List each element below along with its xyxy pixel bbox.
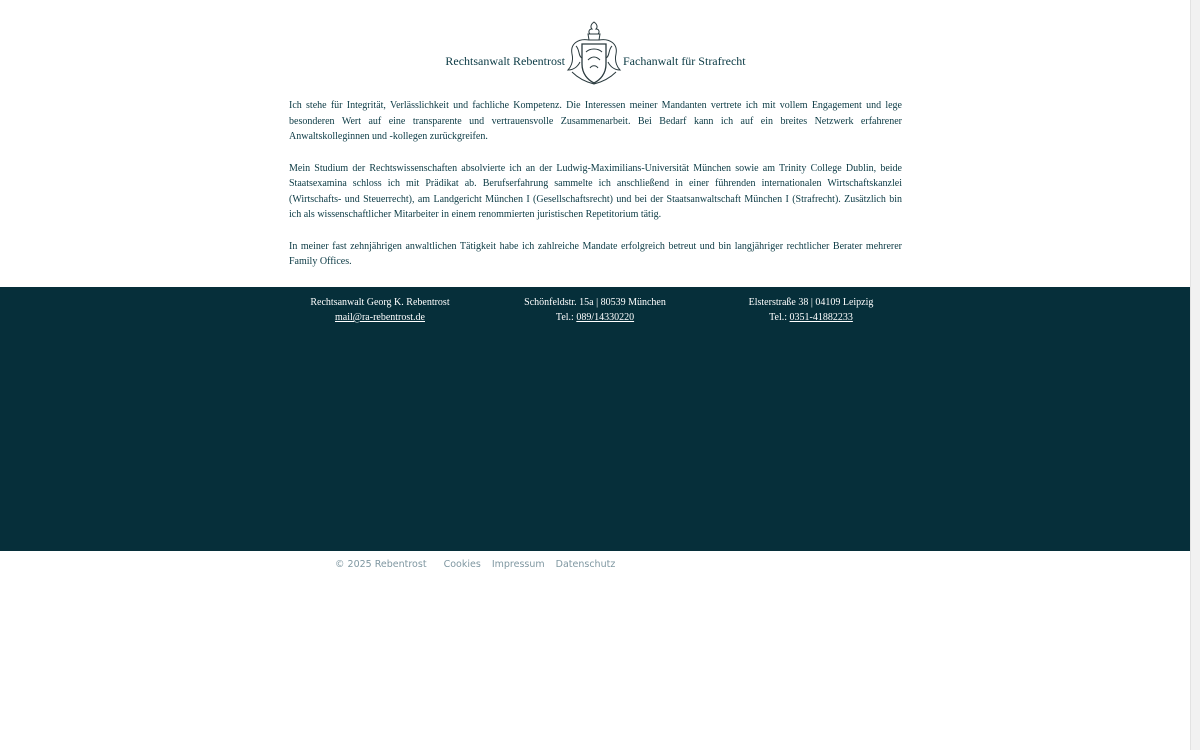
munich-tel-label: Tel.: bbox=[555, 312, 577, 323]
footer-office-leipzig bbox=[696, 295, 926, 325]
site-header bbox=[0, 18, 1190, 90]
leipzig-address: Elsterstraße 38 | 04109 Leipzig bbox=[748, 297, 874, 308]
legal-bar bbox=[335, 559, 623, 570]
cookies-link[interactable]: Cookies bbox=[443, 559, 481, 570]
impressum-link[interactable]: Impressum bbox=[491, 559, 545, 570]
copyright: © 2025 Rebentrost bbox=[335, 559, 427, 570]
site-subtitle: Fachanwalt für Strafrecht bbox=[623, 54, 746, 68]
leipzig-tel-label: Tel.: bbox=[769, 312, 790, 323]
vertical-scrollbar[interactable] bbox=[1190, 0, 1200, 750]
main-content bbox=[289, 98, 902, 286]
footer bbox=[0, 287, 1190, 551]
leipzig-phone-link[interactable]: 0351-41882233 bbox=[789, 312, 853, 323]
footer-contact bbox=[265, 295, 495, 325]
paragraph-experience: In meiner fast zehnjährigen anwaltlichen Tätigkeit habe ich zahlreiche Mandate erfolgreich betreut und bin langjähriger rechtlicher Berater mehrerer Family Offices. bbox=[289, 240, 902, 267]
munich-address: Schönfeldstr. 15a | 80539 München bbox=[524, 297, 666, 308]
email-link[interactable]: mail@ra-rebentrost.de bbox=[334, 312, 425, 323]
footer-office-munich bbox=[480, 295, 710, 325]
paragraph-intro: Ich stehe für Integrität, Verlässlichkeit und fachliche Kompetenz. Die Interessen meiner Mandanten vertrete ich mit vollem Engagement und lege besonderen Wert auf eine transparente und vertrauensvolle Zusammenarbeit. Bei Bedarf kann ich auf ein breites Netzwerk erfahrener Anwaltskolleginnen und -kollegen zurückgreifen. bbox=[289, 100, 902, 142]
paragraph-education: Mein Studium der Rechtswissenschaften absolvierte ich an der Ludwig-Maximilians-Universität München sowie am Trinity College Dublin, beide Staatsexamina schloss ich mit Prädikat ab. Berufserfahrung sammelte ich anschließend in einer führenden internationalen Wirtschaftskanzlei (Wirtschafts- und Steuerrecht), am Landgericht München I (Gesellschaftsrecht) und bei der Staatsanwaltschaft München I (Strafrecht). Zusätzlich bin ich als wissenschaftlicher Mitarbeiter in einem renommierten juristischen Repetitorium tätig. bbox=[289, 162, 902, 220]
footer-lawyer-name: Rechtsanwalt Georg K. Rebentrost bbox=[310, 297, 450, 308]
site-title[interactable]: Rechtsanwalt Rebentrost bbox=[445, 54, 565, 68]
munich-phone-link[interactable]: 089/14330220 bbox=[576, 312, 635, 323]
datenschutz-link[interactable]: Datenschutz bbox=[555, 559, 616, 570]
coat-of-arms-crest-icon[interactable] bbox=[566, 20, 622, 86]
